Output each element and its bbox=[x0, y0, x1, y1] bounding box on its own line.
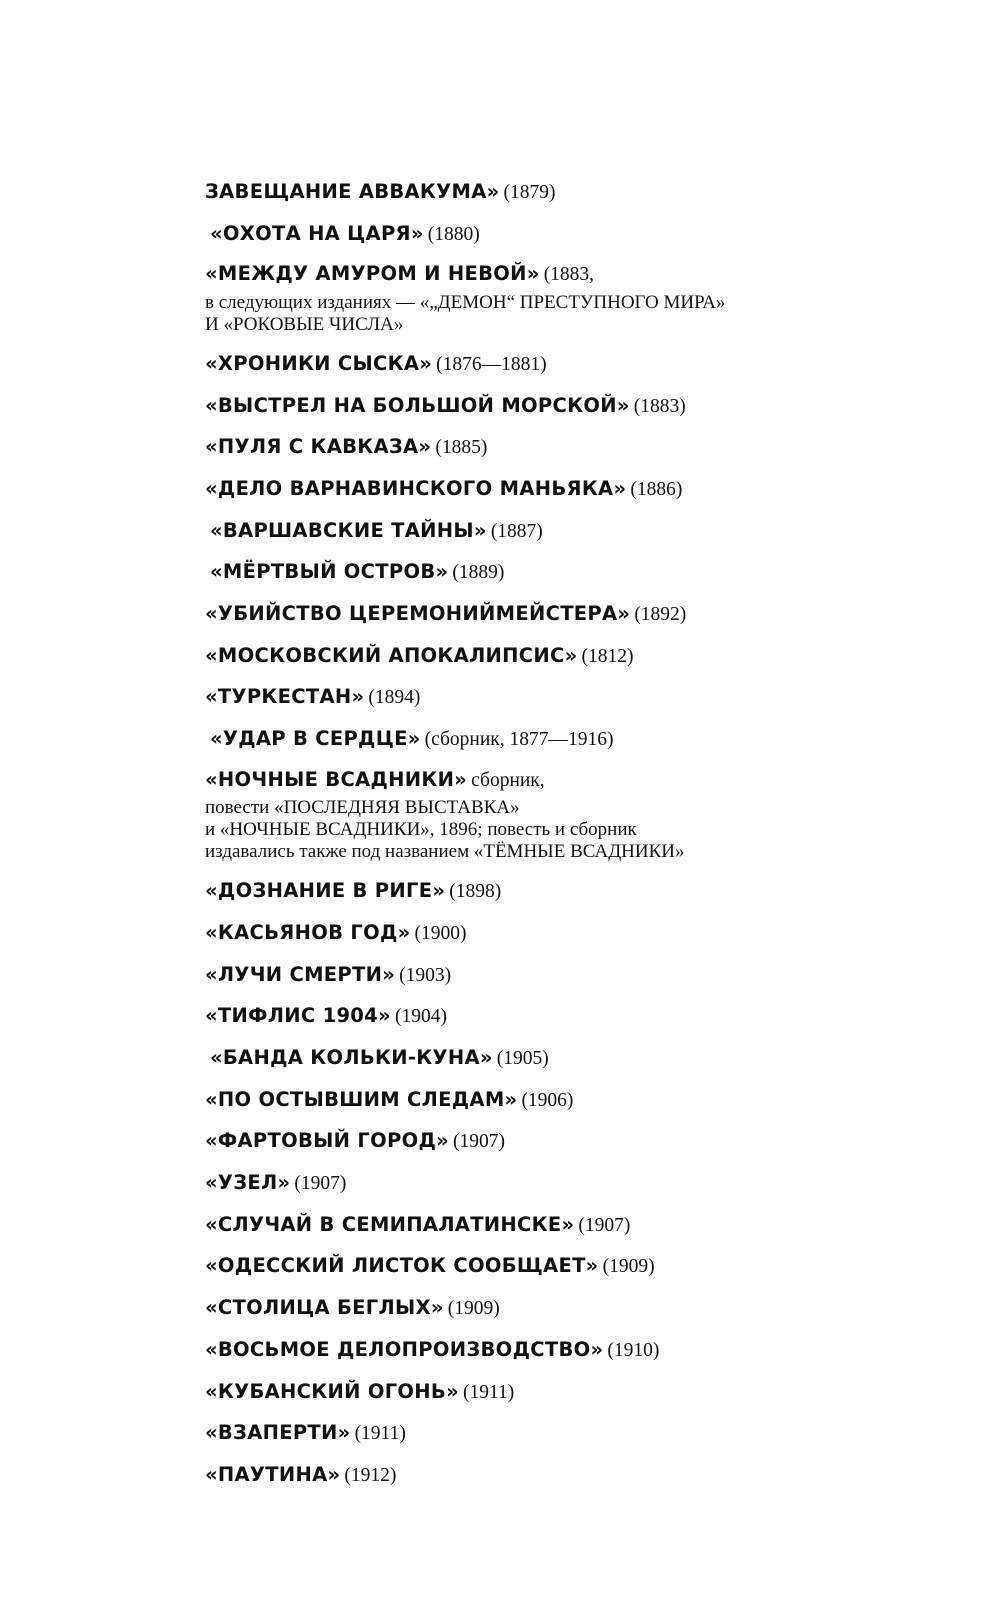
book-year-note: (1909) bbox=[602, 1256, 655, 1278]
book-entry bbox=[205, 515, 945, 549]
book-title: «ВАРШАВСКИЕ ТАЙНЫ» bbox=[210, 518, 487, 542]
book-entry-line bbox=[205, 962, 452, 986]
book-entry-line bbox=[205, 920, 467, 944]
book-title: «ВОСЬМОЕ ДЕЛОПРОИЗВОДСТВО» bbox=[205, 1337, 604, 1361]
book-title: «ДЕЛО ВАРНАВИНСКОГО МАНЬЯКА» bbox=[205, 476, 627, 500]
book-entry-line bbox=[205, 262, 595, 286]
book-year-note: (1909) bbox=[447, 1298, 500, 1320]
book-entry bbox=[205, 1250, 945, 1284]
book-title: «ОХОТА НА ЦАРЯ» bbox=[210, 221, 424, 245]
book-entry bbox=[205, 473, 945, 507]
book-entry-line bbox=[205, 180, 556, 203]
book-title: «УДАР В СЕРДЦЕ» bbox=[210, 727, 421, 751]
book-entry-line bbox=[205, 767, 545, 791]
book-entry bbox=[205, 1334, 945, 1368]
book-title: «МЁРТВЫЙ ОСТРОВ» bbox=[210, 560, 449, 584]
book-list bbox=[205, 176, 945, 1501]
book-title: «КАСЬЯНОВ ГОД» bbox=[205, 920, 411, 944]
book-entry-line bbox=[205, 1462, 397, 1486]
book-year-note: (1907) bbox=[294, 1173, 347, 1195]
book-title: «УЗЕЛ» bbox=[205, 1171, 291, 1195]
book-entry-line bbox=[210, 560, 505, 584]
book-title: «ФАРТОВЫЙ ГОРОД» bbox=[205, 1129, 450, 1153]
book-entry bbox=[205, 176, 945, 210]
book-entry bbox=[205, 1417, 945, 1451]
book-year-note: (1879) bbox=[503, 182, 556, 203]
book-title: «ДОЗНАНИЕ В РИГЕ» bbox=[205, 879, 446, 903]
book-entry bbox=[205, 765, 945, 864]
book-entry-line bbox=[205, 393, 686, 417]
book-entry-line bbox=[205, 643, 634, 667]
book-entry bbox=[205, 681, 945, 715]
book-entry-line bbox=[205, 351, 547, 375]
book-entry bbox=[205, 1084, 945, 1118]
book-entry-line bbox=[205, 1337, 660, 1361]
book-entry-line bbox=[205, 1421, 406, 1445]
book-entry bbox=[205, 218, 945, 252]
book-year-note: (1900) bbox=[414, 922, 467, 944]
book-year-note: (1883) bbox=[633, 395, 686, 417]
book-year-note: (1912) bbox=[344, 1464, 397, 1486]
book-year-note: (1876—1881) bbox=[436, 353, 547, 375]
book-entry-line bbox=[205, 1212, 631, 1236]
book-title: «БАНДА КОЛЬКИ-КУНА» bbox=[210, 1046, 493, 1069]
book-year-note: (1907) bbox=[453, 1131, 506, 1153]
book-subnote-line: и «НОЧНЫЕ ВСАДНИКИ», 1896; повесть и сборник bbox=[205, 819, 637, 841]
book-year-note: (1889) bbox=[452, 562, 505, 584]
book-entry bbox=[205, 1125, 945, 1159]
book-year-note: (1907) bbox=[578, 1214, 631, 1236]
book-entry-line bbox=[205, 1379, 515, 1403]
book-entry-line bbox=[205, 476, 683, 500]
book-title: «ПУЛЯ С КАВКАЗА» bbox=[205, 435, 432, 459]
book-entry-line bbox=[205, 1129, 506, 1153]
book-year-note: (1904) bbox=[394, 1006, 447, 1028]
book-year-note: (1812) bbox=[581, 645, 634, 667]
book-year-note: (1885) bbox=[435, 437, 488, 459]
book-entry-line bbox=[205, 685, 421, 709]
book-title: «ЛУЧИ СМЕРТИ» bbox=[205, 962, 396, 986]
book-title: «ПО ОСТЫВШИМ СЛЕДАМ» bbox=[205, 1087, 518, 1111]
book-entry-line bbox=[210, 1046, 549, 1069]
book-title: «ХРОНИКИ СЫСКА» bbox=[205, 351, 433, 375]
book-entry bbox=[205, 723, 945, 757]
book-entry bbox=[205, 1292, 945, 1326]
book-subnote-line: издавались также под названием «ТЁМНЫЕ ВСАДНИКИ» bbox=[205, 841, 685, 863]
book-year-note: (1886) bbox=[630, 478, 683, 500]
book-subnote-line: И «РОКОВЫЕ ЧИСЛА» bbox=[205, 313, 404, 335]
book-entry bbox=[205, 556, 945, 590]
book-entry-line bbox=[210, 727, 614, 751]
book-year-note: (1903) bbox=[399, 964, 452, 986]
book-title: «МЕЖДУ АМУРОМ И НЕВОЙ» bbox=[205, 262, 540, 286]
book-entry bbox=[205, 1459, 945, 1493]
book-entry bbox=[205, 1376, 945, 1410]
book-year-note: (1887) bbox=[490, 520, 543, 542]
book-entry-line bbox=[210, 221, 480, 245]
book-title: «ВЗАПЕРТИ» bbox=[205, 1421, 351, 1445]
book-entry bbox=[205, 259, 945, 336]
book-entry-line bbox=[205, 435, 488, 459]
book-title: ЗАВЕЩАНИЕ АВВАКУМА» bbox=[205, 180, 500, 203]
book-year-note: (1905) bbox=[496, 1048, 549, 1069]
book-title: «ТУРКЕСТАН» bbox=[205, 685, 365, 709]
book-title: «ПАУТИНА» bbox=[205, 1462, 341, 1486]
book-year-note: сборник, bbox=[471, 769, 545, 791]
book-title: «КУБАНСКИЙ ОГОНЬ» bbox=[205, 1379, 459, 1403]
book-entry bbox=[205, 431, 945, 465]
book-entry bbox=[205, 1000, 945, 1034]
book-subnote-line: повести «ПОСЛЕДНЯЯ ВЫСТАВКА» bbox=[205, 797, 520, 819]
book-entry bbox=[205, 1042, 945, 1076]
book-year-note: (1910) bbox=[607, 1339, 660, 1361]
book-entry-line bbox=[205, 1004, 447, 1028]
book-title: «НОЧНЫЕ ВСАДНИКИ» bbox=[205, 767, 468, 791]
book-year-note: (1898) bbox=[449, 881, 502, 903]
book-entry-line bbox=[205, 1171, 347, 1195]
book-title: «СТОЛИЦА БЕГЛЫХ» bbox=[205, 1296, 444, 1320]
book-entry bbox=[205, 875, 945, 909]
book-entry bbox=[205, 348, 945, 382]
book-title: «УБИЙСТВО ЦЕРЕМОНИЙМЕЙСТЕРА» bbox=[205, 602, 631, 625]
book-entry bbox=[205, 959, 945, 993]
book-year-note: (сборник, 1877—1916) bbox=[424, 729, 614, 751]
book-entry bbox=[205, 1167, 945, 1201]
book-title: «МОСКОВСКИЙ АПОКАЛИПСИС» bbox=[205, 643, 578, 667]
book-entry bbox=[205, 1209, 945, 1243]
book-year-note: (1911) bbox=[354, 1423, 406, 1445]
book-title: «ТИФЛИС 1904» bbox=[205, 1004, 391, 1028]
book-entry-line bbox=[205, 602, 687, 625]
book-subnote-line: в следующих изданиях — «„ДЕМОН“ ПРЕСТУПНОГО МИРА» bbox=[205, 291, 726, 313]
book-entry-line bbox=[210, 518, 543, 542]
book-entry-line bbox=[205, 1254, 655, 1278]
book-year-note: (1892) bbox=[634, 604, 687, 625]
book-entry bbox=[205, 390, 945, 424]
book-title: «СЛУЧАЙ В СЕМИПАЛАТИНСКЕ» bbox=[205, 1212, 575, 1236]
book-entry bbox=[205, 640, 945, 674]
book-year-note: (1906) bbox=[521, 1089, 574, 1111]
book-year-note: (1883, bbox=[543, 264, 595, 286]
book-year-note: (1894) bbox=[368, 687, 421, 709]
book-entry-line bbox=[205, 879, 502, 903]
book-entry bbox=[205, 917, 945, 951]
book-title: «ОДЕССКИЙ ЛИСТОК СООБЩАЕТ» bbox=[205, 1254, 599, 1278]
book-year-note: (1880) bbox=[427, 223, 480, 245]
book-year-note: (1911) bbox=[462, 1381, 515, 1403]
book-entry-line bbox=[205, 1296, 500, 1320]
book-title: «ВЫСТРЕЛ НА БОЛЬШОЙ МОРСКОЙ» bbox=[205, 393, 630, 417]
book-entry-line bbox=[205, 1087, 574, 1111]
book-entry bbox=[205, 598, 945, 632]
